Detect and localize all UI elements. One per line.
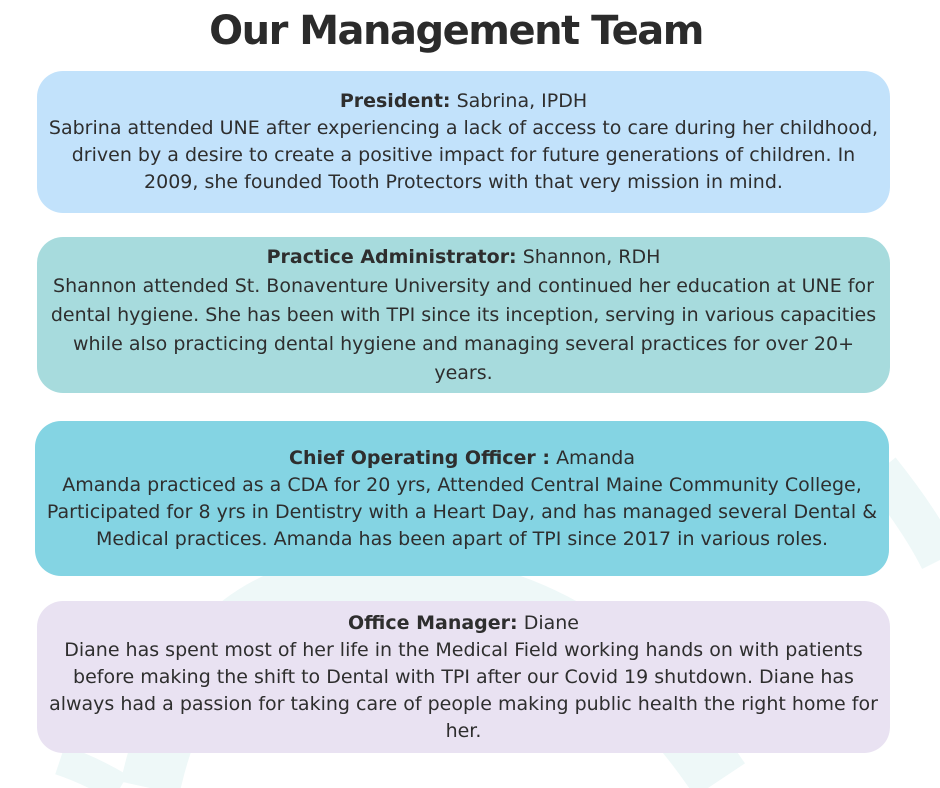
page-title: Our Management Team	[209, 8, 703, 54]
team-card-president	[37, 71, 890, 213]
team-card-practice-administrator	[37, 237, 890, 393]
member-bio: Sabrina attended UNE after experiencing a lack of access to care during her childhood, driven by a desire to create a positive impact for future generations of children. In 2009, she founded Tooth Protectors with that very mission in mind.	[48, 117, 879, 193]
role-label: Chief Operating Officer :	[289, 446, 551, 469]
team-card-office-manager	[37, 601, 890, 753]
member-name: Sabrina, IPDH	[456, 90, 588, 112]
team-card-chief-operating-officer	[35, 421, 889, 576]
card-heading	[45, 610, 882, 637]
role-label: Practice Administrator:	[266, 245, 517, 268]
member-bio: Shannon attended St. Bonaventure University and continued her education at UNE for dental hygiene. She has been with TPI since its inception, serving in various capacities while also practicing dental hygiene and managing several practices for over 20+ years.	[50, 274, 877, 384]
role-label: Office Manager:	[348, 611, 518, 634]
member-bio: Amanda practiced as a CDA for 20 yrs, Attended Central Maine Community College, Participated for 8 yrs in Dentistry with a Heart Day, and has managed several Dental & Medical practices. Amanda has been apart of TPI since 2017 in various roles.	[46, 473, 878, 550]
card-heading	[43, 445, 881, 472]
card-heading	[45, 88, 882, 115]
member-name: Diane	[523, 611, 579, 634]
role-label: President:	[339, 90, 451, 112]
member-bio: Diane has spent most of her life in the Medical Field working hands on with patients before making the shift to Dental with TPI after our Covid 19 shutdown. Diane has always had a passion for taking care of people making public health the right home for her.	[49, 638, 878, 742]
member-name: Amanda	[556, 446, 635, 469]
card-heading	[45, 243, 882, 272]
member-name: Shannon, RDH	[522, 245, 661, 268]
